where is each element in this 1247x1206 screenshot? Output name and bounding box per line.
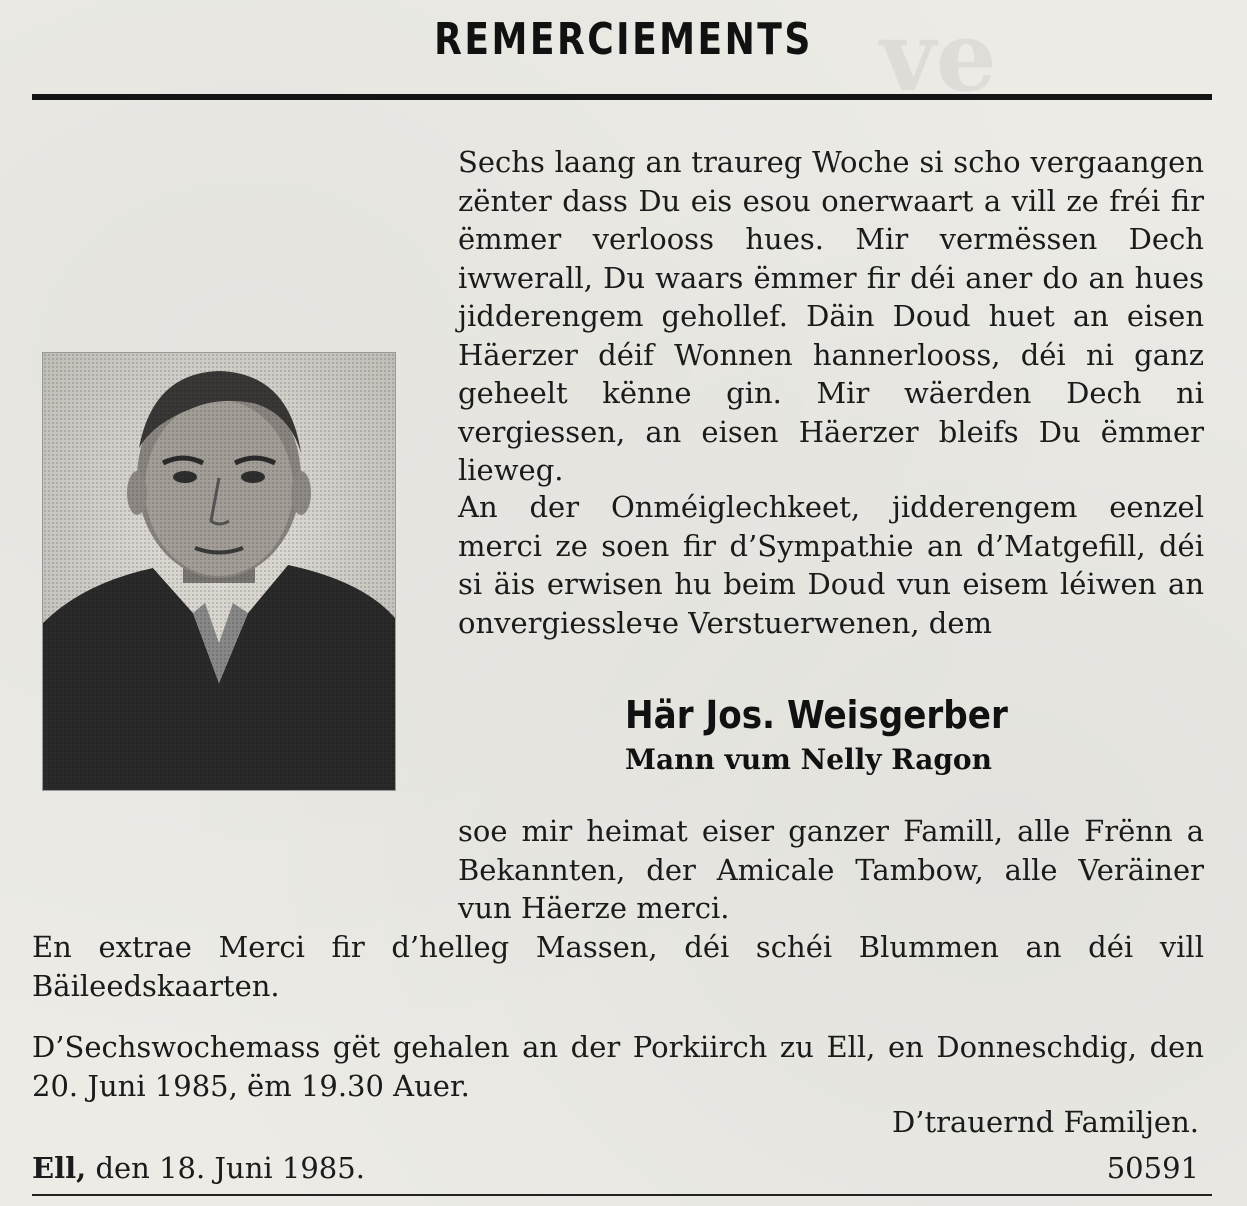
title-divider [32, 94, 1212, 100]
bleed-through-text: ve [880, 0, 997, 113]
mass-announcement-text: D’Sechswochemass gët gehalen an der Porkiirch zu Ell, en Donneschdig, den 20. Juni 1985, ëm 19.30 Auer. [32, 1030, 1204, 1103]
place-date [32, 1149, 365, 1188]
deceased-block [625, 693, 1050, 776]
intro-paragraph [458, 143, 1204, 490]
family-thanks-text: soe mir heimat eiser ganzer Famill, alle Frënn a Bekannten, der Amicale Tambow, alle Veräiner vun Häerze merci. [458, 814, 1204, 925]
thanks-paragraph [458, 488, 1204, 642]
family-thanks-paragraph [458, 812, 1204, 928]
date: den 18. Juni 1985. [86, 1151, 365, 1185]
extra-thanks-paragraph [32, 928, 1204, 1005]
place: Ell, [32, 1151, 87, 1185]
page-title: REMERCIEMENTS [434, 14, 813, 65]
deceased-name: Här Jos. Weisgerber [625, 693, 1008, 737]
mass-announcement-paragraph [32, 1028, 1204, 1105]
signature: D’trauernd Familjen. [892, 1105, 1199, 1139]
intro-text: Sechs laang an traureg Woche si scho vergaangen zënter dass Du eis esou onerwaart a vill ze fréi fir ëmmer verlooss hues. Mir vermëssen Dech iwwerall, Du waars ëmmer fir déi aner do an hues jidderengem gehollef. Däin Doud huet an eisen Häerzer déif Wonnen hannerlooss, déi ni ganz geheelt kënne gin. Mir wäerden Dech ni vergiessen, an eisen Häerzer bleifs Du ëmmer lieweg. [458, 145, 1204, 487]
extra-thanks-text: En extrae Merci fir d’helleg Massen, déi schéi Blummen an déi vill Bäileedskaarten. [32, 930, 1204, 1003]
deceased-relation: Mann vum Nelly Ragon [625, 743, 992, 776]
thanks-text: An der Onméiglechkeet, jidderengem eenzel merci ze soen fir d’Sympathie an d’Matgefill, déi si äis erwisen hu beim Doud vun eisem léiwen an onvergiesslече Verstuerwenen, dem [458, 490, 1204, 640]
bottom-divider [32, 1194, 1212, 1196]
reference-number: 50591 [1106, 1151, 1199, 1185]
portrait-photo [42, 352, 396, 791]
